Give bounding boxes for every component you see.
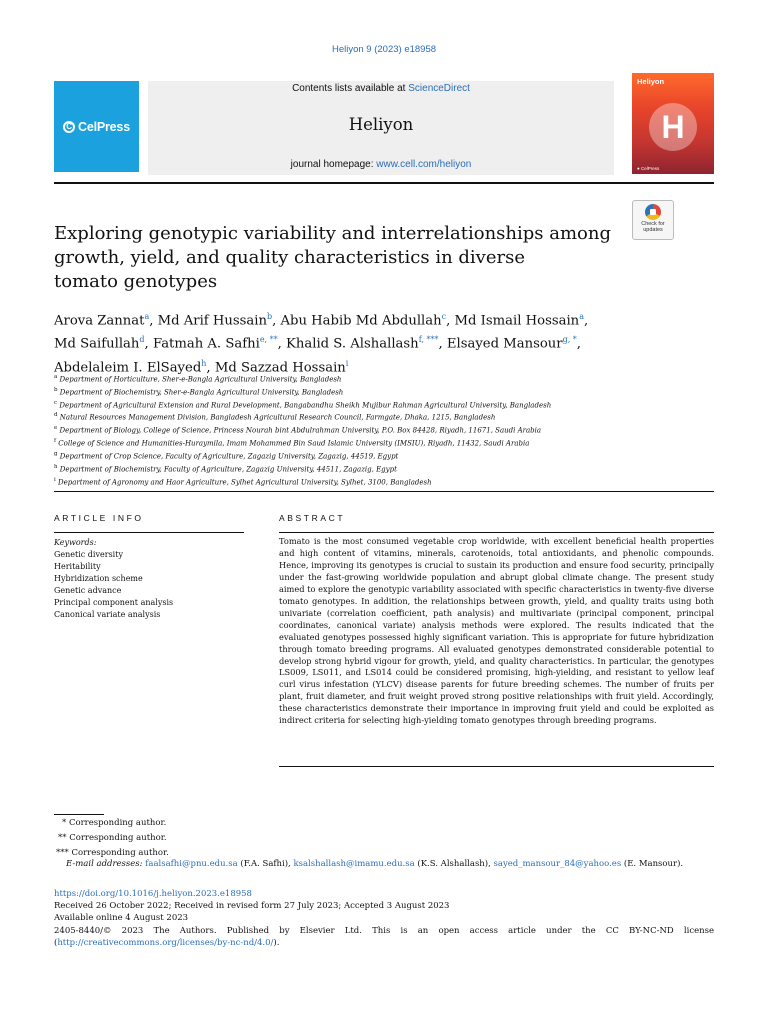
author-line-1: Arova Zannat$^a$, Md Arif Hussain$^b$, Abu Habib Md Abdullah$^c$, Md Ismail Hossain$^a$, xyxy=(54,312,589,329)
cover-h-icon: H xyxy=(649,103,697,151)
check-updates-label-2: updates xyxy=(643,227,663,233)
publication-info xyxy=(54,888,714,949)
check-for-updates-button[interactable] xyxy=(632,200,674,240)
email-link-safhi[interactable]: faalsafhi@pnu.edu.sa xyxy=(145,859,238,869)
author-name[interactable]: Fatmah A. Safhi xyxy=(152,336,260,352)
author-name[interactable]: Khalid S. Alshallash xyxy=(286,336,419,352)
title-line-1: Exploring genotypic variability and interrelationships among xyxy=(54,223,611,244)
abstract-heading: ABSTRACT xyxy=(279,513,346,523)
author-affil-sup[interactable]: a xyxy=(579,312,584,321)
affiliation-divider xyxy=(54,491,714,492)
abstract-rule-top xyxy=(279,532,714,533)
homepage-prefix: journal homepage: xyxy=(290,159,377,170)
article-title xyxy=(54,222,614,294)
author-name[interactable]: Arova Zannat xyxy=(54,313,145,329)
author-name[interactable]: Abdelaleim I. ElSayed xyxy=(54,360,202,376)
email-label: E-mail addresses: xyxy=(66,859,143,869)
license-statement: 2405-8440/© 2023 The Authors. Published by Elsevier Ltd. This is an open access article under the CC BY-NC-ND license xyxy=(54,925,714,936)
author-affil-sup[interactable]: i xyxy=(345,358,349,368)
author-affil-sup[interactable]: g, * xyxy=(562,335,577,345)
keywords-list xyxy=(54,549,173,621)
author-name[interactable]: Md Arif Hussain xyxy=(157,313,267,329)
article-info-heading: ARTICLE INFO xyxy=(54,513,144,523)
journal-masthead xyxy=(148,81,614,175)
check-updates-icon xyxy=(645,204,661,220)
author-name[interactable]: Abu Habib Md Abdullah xyxy=(280,313,442,329)
author-affil-sup[interactable]: h xyxy=(201,358,207,368)
cover-title: Heliyon xyxy=(637,77,665,86)
affiliation-list xyxy=(54,372,714,487)
available-online: Available online 4 August 2023 xyxy=(54,913,189,924)
keyword-item: Principal component analysis xyxy=(54,598,174,607)
author-affil-sup[interactable]: f, *** xyxy=(418,335,439,345)
author-affil-sup[interactable]: d xyxy=(139,335,145,345)
check-updates-label-1: Check for xyxy=(641,221,665,227)
author-name[interactable]: Md Ismail Hossain xyxy=(454,313,580,329)
author-affil-sup[interactable]: e, ** xyxy=(259,335,278,345)
keyword-item: Genetic advance xyxy=(54,586,122,595)
header-divider xyxy=(54,182,714,184)
author-name[interactable]: Elsayed Mansour xyxy=(446,336,563,352)
cellpress-badge xyxy=(63,120,130,134)
author-affil-sup[interactable]: b xyxy=(266,312,273,321)
keyword-item: Hybridization scheme xyxy=(54,574,143,583)
cellpress-logo-text: CelPress xyxy=(78,119,130,134)
keyword-item: Canonical variate analysis xyxy=(54,610,161,619)
cellpress-c-icon: C xyxy=(63,121,75,133)
journal-citation[interactable]: Heliyon 9 (2023) e18958 xyxy=(331,44,437,55)
affiliation-item: $^a$ Department of Horticulture, Sher-e-Bangla Agricultural University, Bangladesh xyxy=(54,374,342,384)
affiliation-item: $^b$ Department of Biochemistry, Sher-e-Bangla Agricultural University, Bangladesh xyxy=(54,386,344,397)
homepage-line xyxy=(148,159,614,170)
email-addresses: E-mail addresses: faalsafhi@pnu.edu.sa (F.A. Safhi), ksalshallash@imamu.edu.sa (K.S. Alshallash), sayed_mansour_84@yahoo.es (E. Mansour). xyxy=(66,859,684,869)
author-affil-sup[interactable]: c xyxy=(441,312,447,321)
cover-footer: ● CelPress xyxy=(637,166,660,171)
title-line-2: growth, yield, and quality characteristics in diverse xyxy=(54,247,525,268)
affiliation-item: $^i$ Department of Agronomy and Haor Agriculture, Sylhet Agricultural University, Sylhet, 3100, Bangladesh xyxy=(54,476,432,486)
footnote-divider xyxy=(54,814,104,815)
email-link-mansour[interactable]: sayed_mansour_84@yahoo.es xyxy=(493,859,622,869)
doi-link[interactable]: https://doi.org/10.1016/j.heliyon.2023.e18958 xyxy=(54,889,252,899)
corresponding-note-2: ** Corresponding author. xyxy=(58,833,167,843)
affiliation-item: $^g$ Department of Crop Science, Faculty of Agriculture, Zagazig University, Zagazig, 44519, Egypt xyxy=(54,450,399,461)
journal-cover-image[interactable] xyxy=(632,73,714,174)
author-list xyxy=(54,307,694,377)
article-info-rule-top xyxy=(54,532,244,533)
abstract-rule-bottom xyxy=(279,766,714,767)
contents-line xyxy=(148,83,614,94)
author-name[interactable]: Md Saifullah xyxy=(54,336,140,352)
author-affil-sup[interactable]: a xyxy=(144,312,150,321)
contents-prefix: Contents lists available at xyxy=(292,83,409,94)
abstract-body: Tomato is the most consumed vegetable crop worldwide, with excellent beneficial health properties and high content of vitamins, minerals, carotenoids, total antioxidants, and phenolic compounds. Hence, improving its genotypes is crucial to sustain its production and ensure food security, principally under the fast-growing worldwide population and abrupt global climate change. The present study aimed to explore the genotypic variability associated with specific characteristics in twenty-five diverse tomato genotypes. In addition, the relationships between growth, yield, and quality traits using both univariate (correlation coefficient, path analysis) and multivariate (principal component, principal coordinates, canonical variate) analysis methods were explored. The results indicated that the evaluated genotypes possessed highly significant variation. This is appropriate for future hybridization through tomato breeding programs. All evaluated genotypes demonstrated considerable potential to develop strong hybrid vigour for growth, yield, and quality characteristics. In particular, the genotypes LS009, LS011, and LS014 could be considered promising, high-yielding, and resistant to yellow leaf curl virus infestation (YLCV) disease parents for future breeding schemes. The number of fruits per plant, fruit diameter, and fruit weight proved strong positive relationships with fruit yield. Accordingly, these characteristics demonstrate their importance in improving fruit yield and could be exploited as indirect criteria for selecting high-yielding tomato genotypes through breeding programs. xyxy=(279,536,714,726)
author-name[interactable]: Md Sazzad Hossain xyxy=(214,360,346,376)
keyword-item: Heritability xyxy=(54,562,101,571)
title-line-3: tomato genotypes xyxy=(54,271,218,292)
affiliation-item: $^f$ College of Science and Humanities-Huraymila, Imam Mohammed Bin Saud Islamic University (IMSIU), Riyadh, 11432, Saudi Arabia xyxy=(54,438,530,448)
license-url-line: (http://creativecommons.org/licenses/by-nc-nd/4.0/). xyxy=(54,937,280,948)
author-line-2: Md Saifullah$^d$, Fatmah A. Safhi$^{e, **}$, Khalid S. Alshallash$^{f, ***}$, Elsayed Mansour$^{g, *}$, xyxy=(54,335,581,352)
cellpress-logo[interactable] xyxy=(54,81,139,172)
corresponding-note-3: *** Corresponding author. xyxy=(56,848,169,858)
affiliation-item: $^e$ Department of Biology, College of Science, Princess Nourah bint Abdulrahman University, P.O. Box 84428, Riyadh, 11671, Saudi Arabia xyxy=(54,425,542,435)
sciencedirect-link[interactable]: ScienceDirect xyxy=(408,83,470,94)
journal-name: Heliyon xyxy=(348,115,414,134)
license-link[interactable]: http://creativecommons.org/licenses/by-nc-nd/4.0/ xyxy=(57,937,274,948)
affiliation-item: $^h$ Department of Biochemistry, Faculty of Agriculture, Zagazig University, 44511, Zagazig, Egypt xyxy=(54,463,397,474)
keywords-label: Keywords: xyxy=(54,538,97,547)
keyword-item: Genetic diversity xyxy=(54,550,123,559)
affiliation-item: $^d$ Natural Resources Management Division, Bangladesh Agricultural Research Council, Farmgate, Dhaka, 1215, Bangladesh xyxy=(54,412,496,422)
corresponding-note-1: * Corresponding author. xyxy=(62,818,167,828)
email-link-alshallash[interactable]: ksalshallash@imamu.edu.sa xyxy=(293,859,415,869)
received-dates: Received 26 October 2022; Received in revised form 27 July 2023; Accepted 3 August 2023 xyxy=(54,901,450,912)
affiliation-item: $^c$ Department of Agricultural Extension and Rural Development, Bangabandhu Sheikh Mujibur Rahman Agricultural University, Bangladesh xyxy=(54,399,552,409)
author-line-3: Abdelaleim I. ElSayed$^h$, Md Sazzad Hossain$^i$ xyxy=(54,358,349,376)
homepage-link[interactable]: www.cell.com/heliyon xyxy=(376,159,472,170)
